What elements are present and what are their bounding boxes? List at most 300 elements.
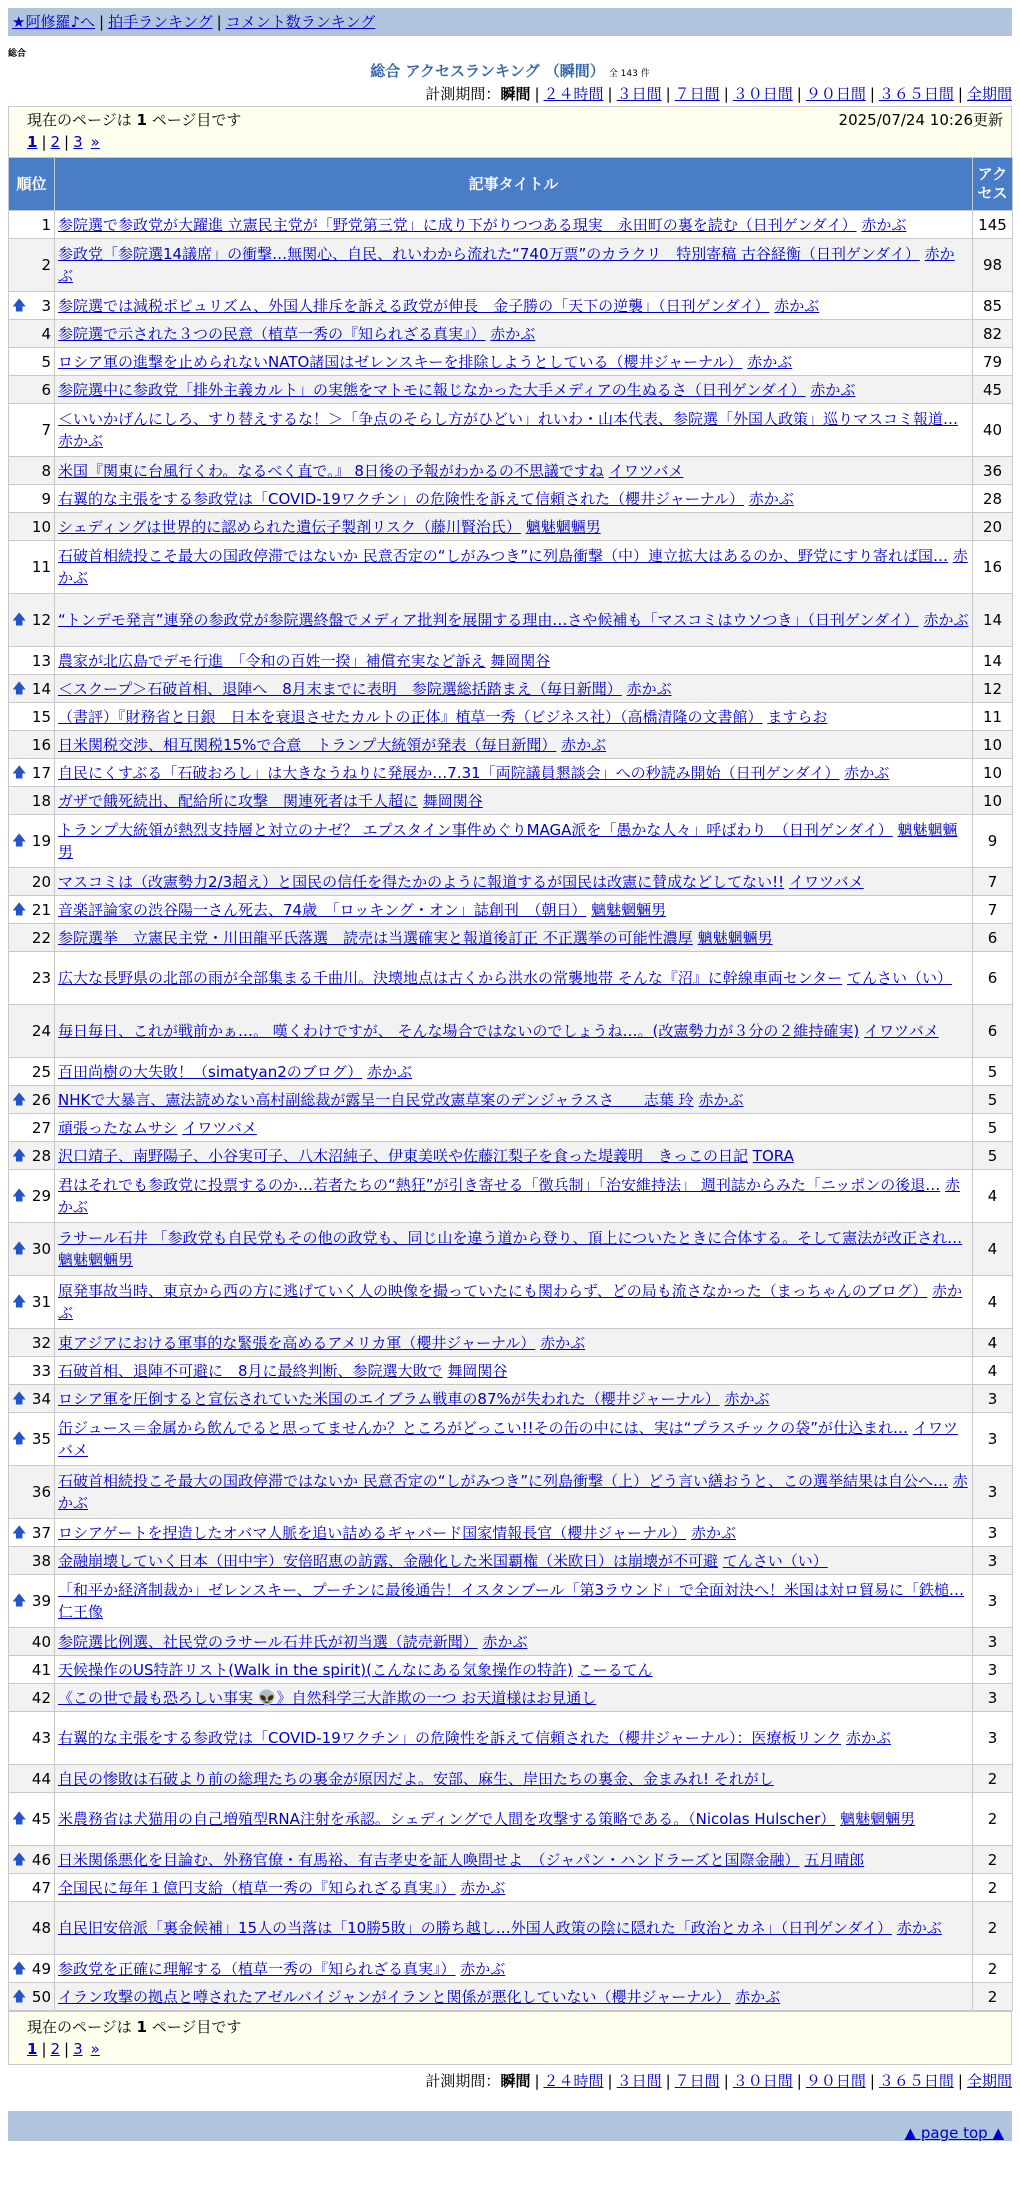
- title-cell: [55, 1114, 973, 1142]
- article-link[interactable]: ＜いいかげんにしろ、すり替えするな！＞「争点のそらし方がひどい」れいわ・山本代表、参院選「外国人政策」巡りマスコミ報道…: [58, 410, 959, 428]
- author-link[interactable]: 赤かぶ: [691, 1523, 737, 1542]
- title-cell: [55, 1170, 973, 1223]
- author-link[interactable]: イワツバメ: [182, 1118, 257, 1137]
- article-link[interactable]: 右翼的な主張をする参政党は「COVID-19ワクチン」の危険性を訴えて信頼された（櫻井ジャーナル）：医療板リンク: [58, 1729, 842, 1747]
- article-link[interactable]: ロシアゲートを捏造したオバマ人脈を追い詰めるギャバード国家情報長官（櫻井ジャーナル）: [58, 1523, 687, 1542]
- rank-number: 5: [41, 352, 51, 371]
- article-link[interactable]: 日米関係悪化を目論む、外務官僚・有馬裕、有吉孝史を証人喚問せよ （ジャパン・ハンドラーズと国際金融）: [58, 1850, 800, 1869]
- applause-ranking-link[interactable]: 拍手ランキング: [108, 13, 213, 31]
- table-row: [9, 320, 1013, 348]
- rank-cell: [9, 541, 55, 594]
- author-link[interactable]: 赤かぶ: [735, 1987, 781, 2006]
- article-link[interactable]: 参政党を正確に理解する（植草一秀の『知られざる真実』）: [58, 1959, 456, 1978]
- access-count: 4: [973, 1223, 1013, 1276]
- author-link[interactable]: 舞岡関谷: [490, 651, 551, 670]
- rank-number: 21: [31, 900, 51, 919]
- rank-number: 42: [31, 1688, 51, 1707]
- access-count: 2: [973, 1765, 1013, 1793]
- article-link[interactable]: 頑張ったなムサシ: [58, 1118, 178, 1137]
- rank-header: 順位: [9, 158, 55, 211]
- table-row: [9, 787, 1013, 815]
- article-link[interactable]: 百田尚樹の大失敗！（simatyan2のブログ）: [58, 1062, 363, 1081]
- table-row: [9, 1628, 1013, 1656]
- rank-number: 17: [31, 763, 51, 782]
- author-link[interactable]: 赤かぶ: [490, 324, 536, 343]
- rank-up-arrow-icon: 🡅: [12, 1091, 27, 1108]
- author-link[interactable]: ますらお: [767, 707, 828, 726]
- article-link[interactable]: 毎日毎日、これが戦前かぁ…。 嘆くわけですが、 そんな場合ではないのでしょうね…。(改憲勢力が３分の２維持確実): [58, 1022, 860, 1040]
- rank-number: 44: [31, 1769, 51, 1788]
- rank-cell: [9, 868, 55, 896]
- table-row: [9, 1329, 1013, 1357]
- table-row: [9, 896, 1013, 924]
- separator: |: [534, 85, 540, 103]
- author-link[interactable]: 赤かぶ: [861, 215, 907, 234]
- author-link[interactable]: 赤かぶ: [58, 1472, 968, 1512]
- table-row: [9, 211, 1013, 239]
- article-link[interactable]: 広大な長野県の北部の雨が全部集まる千曲川。決壊地点は古くから洪水の常襲地帯 そんな『沼』に幹線車両センター: [58, 969, 843, 987]
- rank-cell: [9, 1793, 55, 1846]
- access-count: 3: [973, 1712, 1013, 1765]
- article-link[interactable]: 農家が北広島でデモ行進 「令和の百姓一揆」補償充実など訴え: [58, 651, 486, 670]
- article-link[interactable]: 参院選では減税ポピュリズム、外国人排斥を訴える政党が伸長 金子勝の「天下の逆襲」（日刊ゲンダイ）: [58, 296, 770, 315]
- separator: |: [796, 2072, 802, 2090]
- author-link[interactable]: てんさい（い）: [722, 1551, 828, 1570]
- period-selector-bottom: [8, 2069, 1012, 2093]
- title-cell: [55, 1765, 973, 1793]
- page-link[interactable]: 3: [73, 133, 83, 151]
- article-link[interactable]: 日米関税交渉、相互関税15%で合意 トランプ大統領が発表（毎日新聞）: [58, 735, 557, 754]
- access-count: 3: [973, 1656, 1013, 1684]
- article-link[interactable]: 天候操作のUS特許リスト(Walk in the spirit)(こんなにある気象操作の特許): [58, 1660, 573, 1679]
- rank-up-arrow-icon: 🡅: [12, 1431, 27, 1447]
- period-link[interactable]: ９０日間: [805, 85, 866, 103]
- article-link[interactable]: 右翼的な主張をする参政党は「COVID-19ワクチン」の危険性を訴えて信頼された（櫻井ジャーナル）: [58, 489, 744, 508]
- table-row: [9, 376, 1013, 404]
- page-top-link[interactable]: ▲ page top ▲: [904, 2124, 1004, 2142]
- article-link[interactable]: マスコミは（改憲勢力2/3超え）と国民の信任を得たかのように報道するが国民は改憲に賛成などしてない!!: [58, 872, 785, 891]
- access-count: 3: [973, 1413, 1013, 1466]
- title-header: 記事タイトル: [55, 158, 973, 211]
- rank-number: 37: [31, 1523, 51, 1542]
- title-cell: [55, 815, 973, 868]
- period-link[interactable]: ３日間: [616, 85, 662, 103]
- rank-cell: [9, 1329, 55, 1357]
- article-link[interactable]: 《この世で最も恐ろしい事実 👽》自然科学三大詐欺の一つ お天道様はお見通し: [58, 1688, 597, 1707]
- author-link[interactable]: 赤かぶ: [923, 611, 969, 629]
- article-link[interactable]: 参院選で示された３つの民意（植草一秀の『知られざる真実』）: [58, 324, 486, 343]
- footer-bar: [8, 2111, 1012, 2141]
- rank-number: 22: [31, 928, 51, 947]
- author-link[interactable]: 赤かぶ: [626, 679, 672, 698]
- article-link[interactable]: 参院選で参政党が大躍進 立憲民主党が「野党第三党」に成り下がりつつある現実 永田町の裏を読む（日刊ゲンダイ）: [58, 215, 857, 234]
- separator: |: [41, 133, 47, 151]
- title-cell: [55, 376, 973, 404]
- rank-number: 43: [31, 1729, 51, 1747]
- access-count: 4: [973, 1276, 1013, 1329]
- rank-up-arrow-icon: 🡅: [12, 1390, 27, 1407]
- period-link[interactable]: ３０日間: [732, 2072, 793, 2090]
- table-row: [9, 1413, 1013, 1466]
- article-link[interactable]: ロシア軍を圧倒すると宣伝されていた米国のエイブラム戦車の87%が失われた（櫻井ジャーナル）: [58, 1389, 720, 1408]
- rank-cell: [9, 1170, 55, 1223]
- table-row: [9, 1114, 1013, 1142]
- period-link[interactable]: ２４時間: [543, 2072, 604, 2090]
- article-link[interactable]: 原発事故当時、東京から西の方に逃げていく人の映像を撮っていたにも関わらず、どの局も流さなかった（まっちゃんのブログ）: [58, 1282, 928, 1300]
- page-links: [27, 131, 1003, 153]
- author-link[interactable]: 赤かぶ: [58, 1176, 961, 1216]
- rank-cell: [9, 1983, 55, 2011]
- title-cell: [55, 787, 973, 815]
- article-link[interactable]: 自民の惨敗は石破より前の総理たちの裏金が原因だよ。安部、麻生、岸田たちの裏金、金まみれ! それがし: [58, 1769, 774, 1788]
- rank-cell: [9, 320, 55, 348]
- rank-number: 12: [31, 611, 51, 629]
- access-count: 7: [973, 868, 1013, 896]
- comment-ranking-link[interactable]: コメント数ランキング: [225, 13, 376, 31]
- author-link[interactable]: 赤かぶ: [748, 489, 794, 508]
- rank-number: 47: [31, 1878, 51, 1897]
- author-link[interactable]: 魑魅魍魎男: [697, 928, 773, 947]
- table-row: [9, 815, 1013, 868]
- rank-number: 24: [31, 1022, 51, 1040]
- separator: |: [723, 85, 729, 103]
- title-cell: [55, 1575, 973, 1628]
- access-header: アクセス: [973, 158, 1013, 211]
- rank-number: 20: [31, 872, 51, 891]
- author-link[interactable]: 赤かぶ: [58, 1282, 963, 1322]
- access-count: 36: [973, 457, 1013, 485]
- title-cell: [55, 513, 973, 541]
- author-link[interactable]: 魑魅魍魎男: [525, 517, 601, 536]
- period-link[interactable]: ３日間: [616, 2072, 662, 2090]
- article-link[interactable]: ガザで餓死続出、配給所に攻撃 関連死者は千人超に: [58, 791, 419, 810]
- period-link[interactable]: ３６５日間: [878, 85, 954, 103]
- rank-number: 18: [31, 791, 51, 810]
- access-count: 2: [973, 1874, 1013, 1902]
- rank-number: 4: [41, 324, 51, 343]
- separator: |: [216, 13, 222, 31]
- author-link[interactable]: 赤かぶ: [698, 1090, 744, 1109]
- table-row: [9, 292, 1013, 320]
- article-link[interactable]: 石破首相続投こそ最大の国政停滞ではないか 民意否定の“しがみつき”に列島衝撃（中）連立拡大はあるのか、野党にすり寄れば国…: [58, 547, 949, 565]
- title-cell: [55, 924, 973, 952]
- next-page-link[interactable]: »: [90, 133, 100, 151]
- rank-number: 33: [31, 1361, 51, 1380]
- article-link[interactable]: 石破首相続投こそ最大の国政停滞ではないか 民意否定の“しがみつき”に列島衝撃（上）どう言い繕おうと、この選挙結果は自公へ…: [58, 1472, 949, 1490]
- author-link[interactable]: 赤かぶ: [561, 735, 607, 754]
- table-row: [9, 513, 1013, 541]
- title-cell: [55, 1329, 973, 1357]
- author-link[interactable]: TORA: [752, 1146, 794, 1165]
- article-link[interactable]: 参院選中に参政党「排外主義カルト」の実態をマトモに報じなかった大手メディアの生ぬるさ（日刊ゲンダイ）: [58, 380, 806, 399]
- table-row: [9, 594, 1013, 647]
- access-count: 10: [973, 787, 1013, 815]
- rank-cell: [9, 1005, 55, 1058]
- period-link[interactable]: ３６５日間: [878, 2072, 954, 2090]
- access-count: 40: [973, 404, 1013, 457]
- table-row: [9, 868, 1013, 896]
- article-link[interactable]: ロシア軍の進撃を止められないNATO諸国はゼレンスキーを排除しようとしている（櫻井ジャーナル）: [58, 352, 743, 371]
- table-row: [9, 703, 1013, 731]
- article-link[interactable]: 参政党「参院選14議席」の衝撃…無関心、自民、れいわから流れた“740万票”のカラクリ 特別寄稿 古谷経衡（日刊ゲンダイ）: [58, 245, 920, 263]
- rank-cell: [9, 896, 55, 924]
- access-count: 5: [973, 1142, 1013, 1170]
- rank-number: 9: [41, 489, 51, 508]
- access-count: 28: [973, 485, 1013, 513]
- rank-number: 35: [31, 1430, 51, 1448]
- article-link[interactable]: NHKで大暴言、憲法読めない高村副総裁が露呈一自民党改憲草案のデンジャラスさ 志葉 玲: [58, 1090, 694, 1109]
- separator: |: [723, 2072, 729, 2090]
- ranking-title: [0, 60, 1020, 82]
- rank-up-arrow-icon: 🡅: [12, 612, 27, 628]
- rank-number: 28: [31, 1146, 51, 1165]
- article-link[interactable]: 自民にくすぶる「石破おろし」は大きなうねりに発展か…7.31「両院議員懇談会」への秒読み開始（日刊ゲンダイ）: [58, 763, 840, 782]
- table-row: [9, 1058, 1013, 1086]
- table-row: [9, 1765, 1013, 1793]
- article-link[interactable]: 全国民に毎年１億円支給（植草一秀の『知られざる真実』）: [58, 1878, 456, 1897]
- rank-cell: [9, 1114, 55, 1142]
- author-link[interactable]: 仁王像: [58, 1603, 104, 1621]
- separator: |: [796, 85, 802, 103]
- table-row: [9, 1874, 1013, 1902]
- author-link[interactable]: イワツバメ: [864, 1022, 939, 1040]
- author-link[interactable]: 赤かぶ: [367, 1062, 413, 1081]
- access-count: 3: [973, 1466, 1013, 1519]
- title-cell: [55, 239, 973, 292]
- article-link[interactable]: （書評）『財務省と日銀 日本を衰退させたカルトの正体』植草一秀（ビジネス社）（高橋清隆の文書館）: [58, 707, 763, 726]
- title-cell: [55, 320, 973, 348]
- rank-cell: [9, 1142, 55, 1170]
- period-current: 瞬間: [500, 85, 531, 103]
- article-link[interactable]: 参院選比例選、社民党のラサール石井氏が初当選（読売新聞）: [58, 1632, 478, 1651]
- article-link[interactable]: 「和平か経済制裁か」ゼレンスキー、プーチンに最後通告！イスタンブール「第3ラウンド」で全面対決へ！米国は対ロ貿易に「鉄槌…: [58, 1581, 965, 1599]
- period-label: 計測期間：: [425, 85, 501, 103]
- rank-number: 13: [31, 651, 51, 670]
- access-count: 3: [973, 1575, 1013, 1628]
- rank-number: 25: [31, 1062, 51, 1081]
- title-cell: [55, 1656, 973, 1684]
- author-link[interactable]: 赤かぶ: [58, 547, 968, 587]
- period-link[interactable]: ７日間: [674, 85, 720, 103]
- article-link[interactable]: 音楽評論家の渋谷陽一さん死去、74歳 「ロッキング・オン」誌創刊 （朝日）: [58, 900, 587, 919]
- total-count: 全 143 件: [608, 69, 650, 79]
- rank-cell: [9, 815, 55, 868]
- author-link[interactable]: イワツバメ: [788, 872, 864, 891]
- next-page-link[interactable]: »: [90, 2040, 100, 2058]
- table-row: [9, 1712, 1013, 1765]
- asyura-home-link[interactable]: ★阿修羅♪へ: [12, 13, 96, 31]
- rank-cell: [9, 1357, 55, 1385]
- separator: |: [607, 2072, 613, 2090]
- period-current: 瞬間: [500, 2072, 531, 2090]
- article-link[interactable]: “トンデモ発言”連発の参政党が参院選終盤でメディア批判を展開する理由…さや候補も「マスコミはウソつき」（日刊ゲンダイ）: [58, 611, 919, 629]
- author-link[interactable]: 赤かぶ: [844, 763, 890, 782]
- rank-cell: [9, 1684, 55, 1712]
- title-cell: [55, 292, 973, 320]
- page-link[interactable]: 3: [73, 2040, 83, 2058]
- access-count: 3: [973, 1519, 1013, 1547]
- author-link[interactable]: 赤かぶ: [810, 380, 856, 399]
- rank-cell: [9, 1223, 55, 1276]
- rank-cell: [9, 485, 55, 513]
- rank-cell: [9, 404, 55, 457]
- rank-up-arrow-icon: 🡅: [12, 1593, 27, 1609]
- article-link[interactable]: 金融崩壊していく日本（田中宇）安倍昭恵の訪露、金融化した米国覇権（米欧日）は崩壊が不可避: [58, 1551, 719, 1570]
- author-link[interactable]: 赤かぶ: [896, 1919, 942, 1937]
- author-link[interactable]: 赤かぶ: [724, 1389, 770, 1408]
- article-link[interactable]: 自民旧安倍派「裏金候補」15人の当落は「10勝5敗」の勝ち越し…外国人政策の陰に隠れた「政治とカネ」（日刊ゲンダイ）: [58, 1919, 893, 1937]
- title-cell: [55, 1684, 973, 1712]
- pagination-bottom: [8, 2011, 1012, 2065]
- author-link[interactable]: イワツバメ: [608, 461, 684, 480]
- article-link[interactable]: 東アジアにおける軍事的な緊張を高めるアメリカ軍（櫻井ジャーナル）: [58, 1333, 536, 1352]
- rank-up-arrow-icon: 🡅: [12, 1851, 27, 1868]
- period-link[interactable]: 全期間: [966, 85, 1012, 103]
- access-count: 9: [973, 815, 1013, 868]
- rank-number: 39: [31, 1592, 51, 1610]
- author-link[interactable]: 赤かぶ: [845, 1729, 891, 1747]
- article-link[interactable]: 沢口靖子、南野陽子、小谷実可子、八木沼純子、伊東美咲や佐藤江梨子を食った堤義明 きっこの日記: [58, 1146, 749, 1165]
- table-row: [9, 1466, 1013, 1519]
- title-cell: [55, 1983, 973, 2011]
- author-link[interactable]: 舞岡関谷: [447, 1361, 508, 1380]
- author-link[interactable]: 魑魅魍魎男: [840, 1810, 916, 1828]
- separator: |: [869, 85, 875, 103]
- rank-up-arrow-icon: 🡅: [12, 1147, 27, 1164]
- access-count: 45: [973, 376, 1013, 404]
- author-link[interactable]: 魑魅魍魎男: [591, 900, 667, 919]
- article-link[interactable]: ラサール石井 「参政党も自民党もその他の政党も、同じ山を違う道から登り、頂上についたときに合体する。そして憲法が改正され…: [58, 1229, 963, 1247]
- access-count: 5: [973, 1114, 1013, 1142]
- rank-up-arrow-icon: 🡅: [12, 1241, 27, 1257]
- author-link[interactable]: 魑魅魍魎男: [58, 821, 958, 861]
- separator: |: [534, 2072, 540, 2090]
- pagination-top: [8, 106, 1012, 157]
- rank-number: 30: [31, 1240, 51, 1258]
- article-link[interactable]: トランプ大統領が熱烈支持層と対立のナゼ？ エプスタイン事件めぐりMAGA派を「愚かな人々」呼ばわり （日刊ゲンダイ）: [58, 821, 893, 839]
- author-link[interactable]: 赤かぶ: [460, 1878, 506, 1897]
- access-count: 3: [973, 1547, 1013, 1575]
- article-link[interactable]: 米国『関東に台風行くわ。なるべく直で。』 8日後の予報がわかるの不思議ですね: [58, 461, 604, 480]
- rank-cell: [9, 924, 55, 952]
- period-link[interactable]: ７日間: [674, 2072, 720, 2090]
- table-row: [9, 348, 1013, 376]
- article-link[interactable]: シェディングは世界的に認められた遺伝子製剤リスク（藤川賢治氏）: [58, 517, 521, 536]
- table-row: [9, 1983, 1013, 2011]
- article-link[interactable]: 石破首相、退陣不可避に 8月に最終判断、参院選大敗で: [58, 1361, 443, 1380]
- rank-number: 38: [31, 1551, 51, 1570]
- article-link[interactable]: 参院選挙 立憲民主党・川田龍平氏落選 読売は当選確実と報道後訂正 不正選挙の可能性濃厚: [58, 928, 693, 947]
- access-count: 6: [973, 924, 1013, 952]
- article-link[interactable]: 米農務省は犬猫用の自己増殖型RNA注射を承認。シェディングで人間を攻撃する策略である。（Nicolas Hulscher）: [58, 1810, 836, 1828]
- separator: |: [99, 13, 105, 31]
- access-count: 6: [973, 1005, 1013, 1058]
- access-count: 2: [973, 1955, 1013, 1983]
- title-cell: [55, 1276, 973, 1329]
- author-link[interactable]: 赤かぶ: [540, 1333, 586, 1352]
- period-link[interactable]: 全期間: [966, 2072, 1012, 2090]
- separator: |: [64, 133, 70, 151]
- author-link[interactable]: イワツバメ: [58, 1419, 958, 1459]
- article-link[interactable]: ＜スクープ＞石破首相、退陣へ 8月末までに表明 参院選総括踏まえ（毎日新聞）: [58, 679, 622, 698]
- rank-cell: [9, 292, 55, 320]
- rank-cell: [9, 647, 55, 675]
- rank-number: 48: [31, 1919, 51, 1937]
- rank-number: 36: [31, 1483, 51, 1501]
- page-link[interactable]: 2: [50, 133, 61, 151]
- rank-number: 40: [31, 1632, 51, 1651]
- period-link[interactable]: ２４時間: [543, 85, 604, 103]
- author-link[interactable]: 赤かぶ: [58, 432, 104, 450]
- access-count: 5: [973, 1058, 1013, 1086]
- access-count: 20: [973, 513, 1013, 541]
- author-link[interactable]: 舞岡関谷: [422, 791, 483, 810]
- author-link[interactable]: こーるてん: [577, 1660, 653, 1679]
- table-row: [9, 1357, 1013, 1385]
- article-link[interactable]: イラン攻撃の拠点と噂されたアゼルバイジャンがイランと関係が悪化していない（櫻井ジャーナル）: [58, 1987, 731, 2006]
- article-link[interactable]: 君はそれでも参政党に投票するのか…若者たちの“熱狂”が引き寄せる「徴兵制」「治安維持法」 週刊誌からみた「ニッポンの後退…: [58, 1176, 941, 1194]
- rank-number: 1: [41, 215, 51, 234]
- table-row: [9, 1223, 1013, 1276]
- rank-cell: [9, 594, 55, 647]
- separator: |: [64, 2040, 70, 2058]
- title-cell: [55, 1902, 973, 1955]
- rank-number: 26: [31, 1090, 51, 1109]
- table-row: [9, 731, 1013, 759]
- access-count: 4: [973, 1329, 1013, 1357]
- title-cell: [55, 1846, 973, 1874]
- table-row: [9, 404, 1013, 457]
- title-cell: [55, 731, 973, 759]
- top-nav-bar: [8, 8, 1012, 36]
- author-link[interactable]: 五月晴郎: [804, 1850, 865, 1869]
- period-link[interactable]: ９０日間: [805, 2072, 866, 2090]
- author-link[interactable]: 赤かぶ: [747, 352, 793, 371]
- rank-number: 45: [31, 1810, 51, 1828]
- title-cell: [55, 1223, 973, 1276]
- title-cell: [55, 1547, 973, 1575]
- table-row: [9, 541, 1013, 594]
- table-row: [9, 1793, 1013, 1846]
- author-link[interactable]: 赤かぶ: [58, 245, 955, 285]
- rank-cell: [9, 348, 55, 376]
- period-link[interactable]: ３０日間: [732, 85, 793, 103]
- rank-cell: [9, 513, 55, 541]
- article-link[interactable]: 缶ジュース＝金属から飲んでると思ってませんか？ところがどっこい!!その缶の中には、実は“プラスチックの袋”が仕込まれ…: [58, 1419, 909, 1437]
- author-link[interactable]: 赤かぶ: [460, 1959, 506, 1978]
- author-link[interactable]: 赤かぶ: [482, 1632, 528, 1651]
- title-cell: [55, 1385, 973, 1413]
- author-link[interactable]: てんさい（い）: [846, 969, 952, 987]
- rank-cell: [9, 457, 55, 485]
- author-link[interactable]: 魑魅魍魎男: [58, 1251, 134, 1269]
- access-count: 4: [973, 1170, 1013, 1223]
- table-row: [9, 1005, 1013, 1058]
- page-link[interactable]: 2: [50, 2040, 61, 2058]
- separator: |: [957, 2072, 963, 2090]
- title-cell: [55, 211, 973, 239]
- rank-up-arrow-icon: 🡅: [12, 1524, 27, 1541]
- page-link[interactable]: 1: [27, 2040, 38, 2058]
- ranking-table: [8, 157, 1013, 2011]
- title-cell: [55, 457, 973, 485]
- rank-cell: [9, 1874, 55, 1902]
- rank-cell: [9, 952, 55, 1005]
- page-link[interactable]: 1: [27, 133, 38, 151]
- table-row: [9, 1955, 1013, 1983]
- rank-number: 10: [31, 517, 51, 536]
- author-link[interactable]: 赤かぶ: [774, 296, 820, 315]
